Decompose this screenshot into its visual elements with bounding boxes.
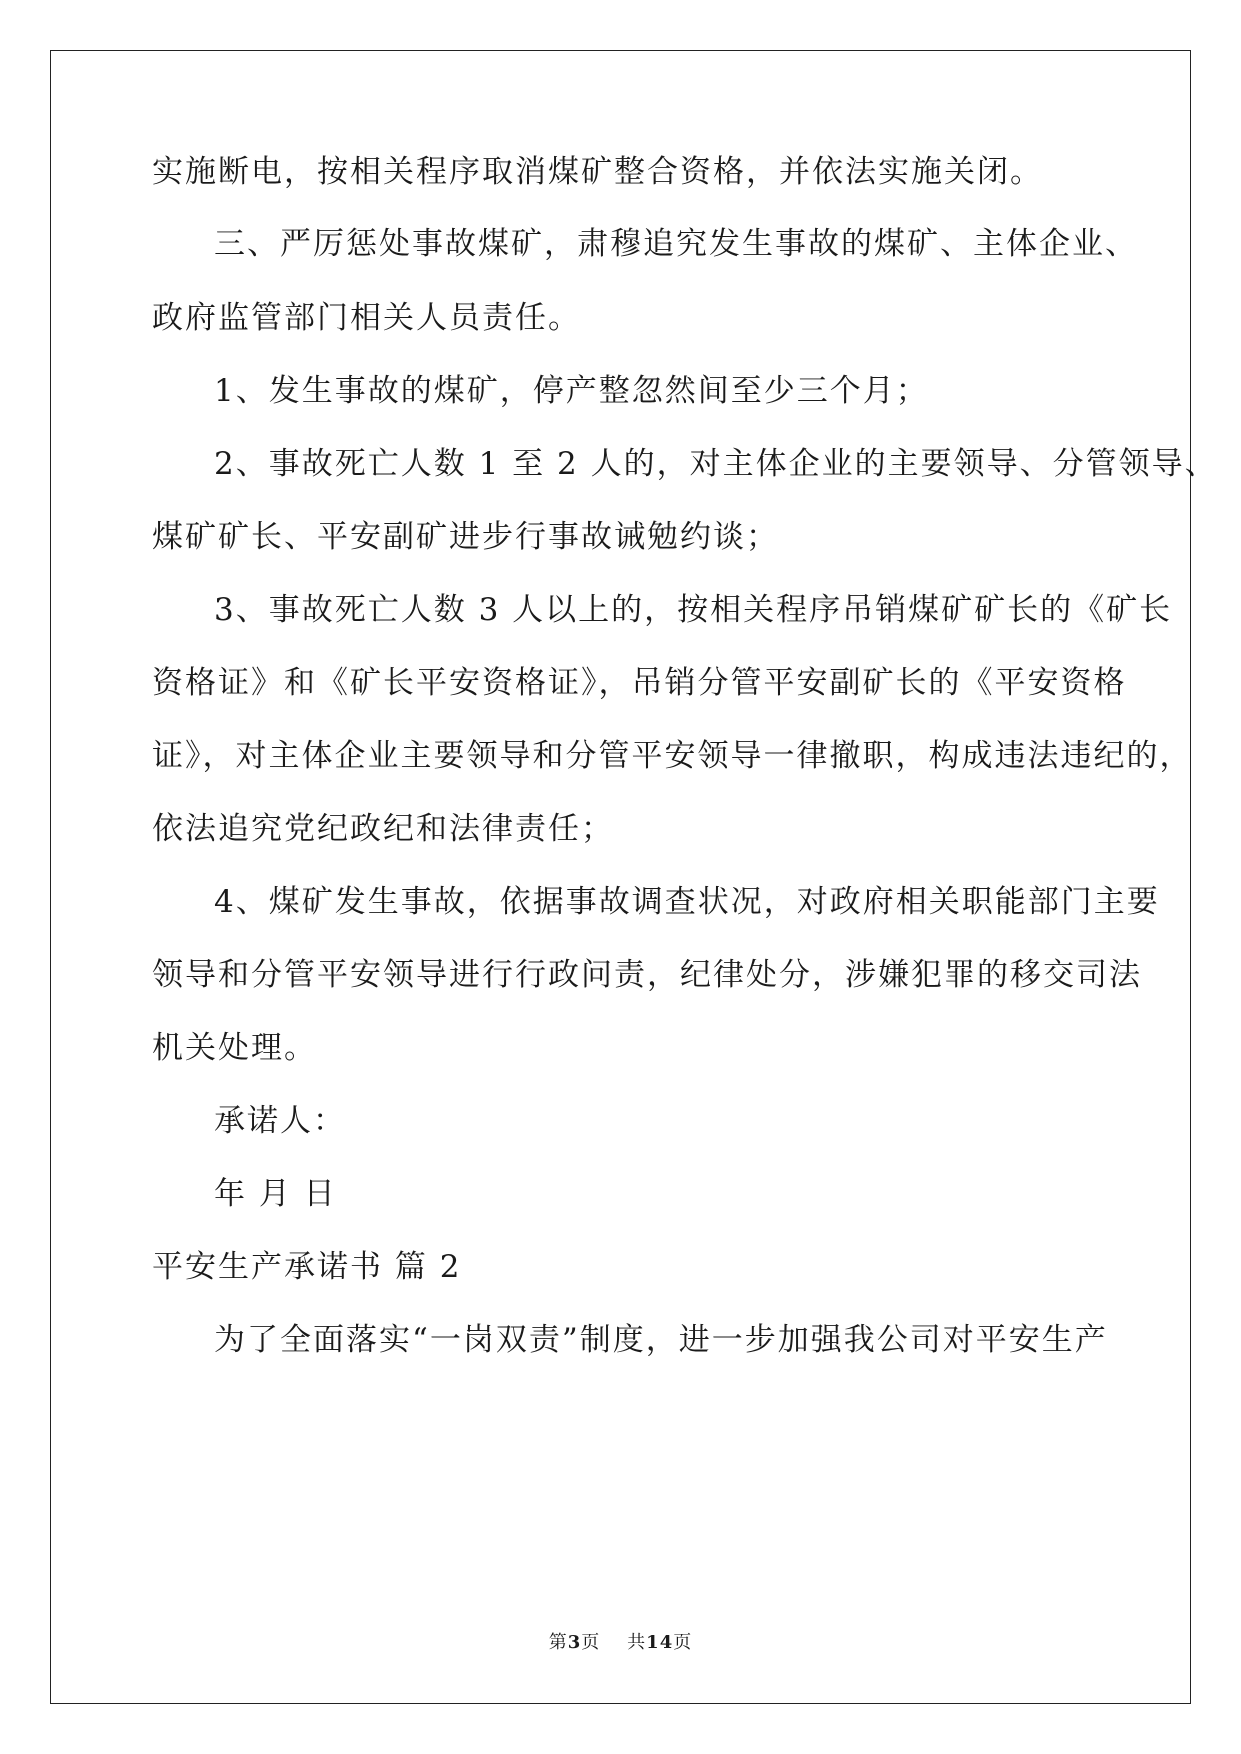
date-line: 年 月 日 (214, 1176, 337, 1212)
footer-prefix: 第 (548, 1632, 568, 1653)
text-line-12: 领导和分管平安领导进行行政问责，纪律处分，涉嫌犯罪的移交司法 (152, 957, 1142, 993)
text-line-9: 证》，对主体企业主要领导和分管平安领导一律撤职，构成违法违纪的， (152, 738, 1193, 774)
text-line-2: 三、严厉惩处事故煤矿，肃穆追究发生事故的煤矿、主体企业、 (214, 226, 1138, 262)
footer-suffix: 页 (673, 1632, 693, 1653)
text-line-5: 2、事故死亡人数 1 至 2 人的，对主体企业的主要领导、分管领导、 (214, 446, 1218, 482)
text-line-13: 机关处理。 (152, 1030, 317, 1066)
text-line-4: 1、发生事故的煤矿，停产整忽然间至少三个月； (214, 373, 929, 409)
text-line-6: 煤矿矿长、平安副矿进步行事故诫勉约谈； (152, 519, 779, 555)
page-footer (0, 1628, 1241, 1654)
footer-mid: 页 共 (581, 1632, 647, 1653)
footer-page-number: 3 (567, 1632, 582, 1653)
section-heading: 平安生产承诺书 篇 2 (152, 1249, 462, 1285)
text-line-10: 依法追究党纪政纪和法律责任； (152, 811, 614, 847)
text-line-1: 实施断电，按相关程序取消煤矿整合资格，并依法实施关闭。 (152, 154, 1043, 190)
text-line-3: 政府监管部门相关人员责任。 (152, 300, 581, 336)
text-line-8: 资格证》和《矿长平安资格证》，吊销分管平安副矿长的《平安资格 (152, 665, 1127, 701)
text-line-7: 3、事故死亡人数 3 人以上的，按相关程序吊销煤矿矿长的《矿长 (214, 592, 1173, 628)
footer-total-pages: 14 (646, 1632, 674, 1653)
text-line-17: 为了全面落实“一岗双责”制度，进一步加强我公司对平安生产 (214, 1322, 1108, 1358)
text-line-11: 4、煤矿发生事故，依据事故调查状况，对政府相关职能部门主要 (214, 884, 1160, 920)
signer-label: 承诺人： (214, 1103, 346, 1139)
